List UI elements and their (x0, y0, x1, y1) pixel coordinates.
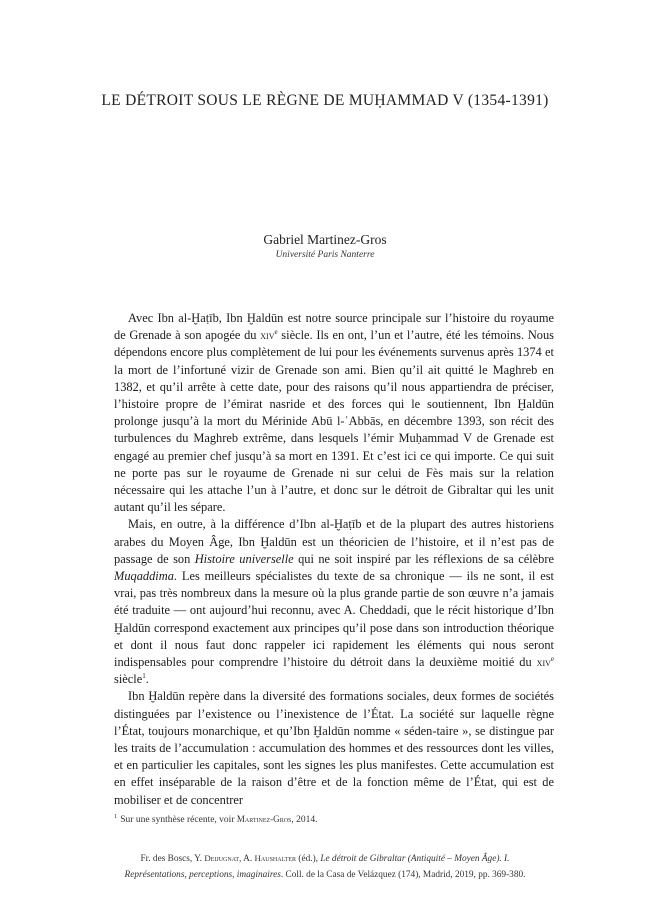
article-body (114, 310, 554, 809)
reference-ed: (éd.), (296, 854, 321, 864)
century-suffix-2: e (550, 654, 554, 663)
work-title-muqaddima: Muqaddima (114, 569, 174, 584)
footnote-author: Martinez-Gros (236, 814, 292, 825)
footnote-number: 1 (114, 813, 118, 820)
paragraph-1-start: Avec Ibn al-Ḫaṭīb, Ibn Ḫaldūn est notre source principale sur l’histoire du royaume de Grenade à son apogée du (114, 311, 554, 343)
author-affiliation: Université Paris Nanterre (275, 250, 375, 260)
century-numeral-2: xiv (536, 656, 551, 670)
footnote-text-b: , 2014. (291, 815, 318, 826)
reference-subtitle: Représentations, perceptions, imaginaires (124, 870, 281, 880)
reference-line-1 (96, 850, 554, 867)
paragraph-1 (114, 310, 554, 516)
paragraph-3: Ibn Ḫaldūn repère dans la diversité des formations sociales, deux formes de sociétés distinguées par l’existence ou l’inexistence de l’État. La société sur laquelle règne l’État, toujours monarchique, et qu’Ibn Ḫaldūn nomme « séden-taire », se distingue par les traits de l’accumulation : accumulation des hommes et des ressources dont les villes, et en particulier les capitales, sont les signes les plus manifestes. Cette accumulation est en effet inséparable de la raison d’être et de la fonction même de l’État, qui est de mobiliser et de concentrer (114, 689, 554, 807)
paragraph-2-part-b: qui ne soit inspiré par les réflexions de sa célèbre (293, 551, 554, 566)
reference-editor-3: Haushalter (254, 853, 297, 863)
paragraph-1-rest: siècle. Ils en ont, l’un et l’autre, été les témoins. Nous dépendons encore plus complètement de lui pour les événements survenus après 1374 et la mort de l’infortuné vizir de Grenade son ami. Bien qu’il ait quitté le Maghreb en 1382, et qu’il arrête à cette date, pour des raisons qu’il nous appartiendra de préciser, l’histoire propre de l’émirat nasride et des forces qui le soutiennent, Ibn Ḫaldūn prolonge jusqu’à la mort du Mérinide Abū l-ʿAbbās, en décembre 1393, son récit des turbulences du Maghreb extrême, dans lesquels l’émir Muḥammad V de Grenade est engagé au premier chef jusqu’à sa mort en 1391. Et c’est ici ce qui importe. Ce qui suit ne porte pas sur le royaume de Grenade ni sur celui de Fès mais sur la relation nécessaire qui les attache l’un à l’autre, et donc sur le détroit de Gibraltar qui les unit autant qu’il les sépare. (114, 328, 554, 515)
author-name: Gabriel Martinez-Gros (263, 232, 387, 247)
reference-editor-2: Deijugnat (204, 853, 240, 863)
reference-collection: . Coll. de la Casa de Velázquez (174), Madrid, 2019, pp. 369-380. (280, 870, 526, 880)
paragraph-2: Mais, en outre, à la différence d’Ibn al-Ḫaṭīb et de la plupart des autres historiens arabes du Moyen Âge, Ibn Ḫaldūn est un théoricien de l’histoire, et il n’est pas de passage de son Histoire universelle qui ne soit inspiré par les réflexions de sa célèbre Muqaddima. Les meilleurs spécialistes du texte de sa chronique — ils ne sont, il est vrai, pas très nombreux dans la mesure où la plus grande partie de son œuvre n’a jamais été traduite — ont aujourd’hui reconnu, avec A. Cheddadi, que le récit historique d’Ibn Ḫaldūn correspond exactement aux principes qu’il pose dans son introduction théorique et dont il nous faut donc rappeler ici rapidement les éléments qui nous seront indispensables pour comprendre l’histoire du détroit dans la deuxième moitié du xiv$^e$ siècle$^1$. (114, 517, 554, 687)
footnote-marker[interactable]: 1 (142, 672, 146, 681)
publication-reference (96, 850, 554, 883)
work-title-histoire: Histoire universelle (194, 551, 294, 566)
article-title: LE DÉTROIT SOUS LE RÈGNE DE MUḤAMMAD V (1354-1391) (101, 92, 549, 109)
paragraph-2-end: siècle (114, 672, 143, 687)
footnote-text-a: Sur une synthèse récente, voir (120, 815, 237, 826)
century-numeral: xiv (260, 329, 275, 343)
footnote (114, 813, 554, 825)
century-suffix: e (274, 328, 278, 337)
reference-book-title: Le détroit de Gibraltar (Antiquité – Moyen Âge). I. (320, 854, 510, 864)
reference-editors-prefix: Fr. des Boscs, Y. (140, 854, 205, 864)
paragraph-2-part-c: . Les meilleurs spécialistes du texte de sa chronique — ils ne sont, il est vrai, pas très nombreux dans la mesure où la plus grande partie de son œuvre n’a jamais été traduite — ont aujourd’hui reconnu, avec A. Cheddadi, que le récit historique d’Ibn Ḫaldūn correspond exactement aux principes qu’il pose dans son introduction théorique et dont il nous faut donc rappeler ici rapidement les éléments qui nous seront indispensables pour comprendre l’histoire du détroit dans la deuxième moitié du (114, 569, 554, 670)
paragraph-2-part-a: Mais, en outre, à la différence d’Ibn al-Ḫaṭīb et de la plupart des autres historiens arabes du Moyen Âge, Ibn Ḫaldūn est un théoricien de l’histoire, et il n’est pas de passage de son (114, 517, 554, 566)
reference-line-2 (96, 867, 554, 883)
reference-separator: , A. (239, 854, 255, 864)
